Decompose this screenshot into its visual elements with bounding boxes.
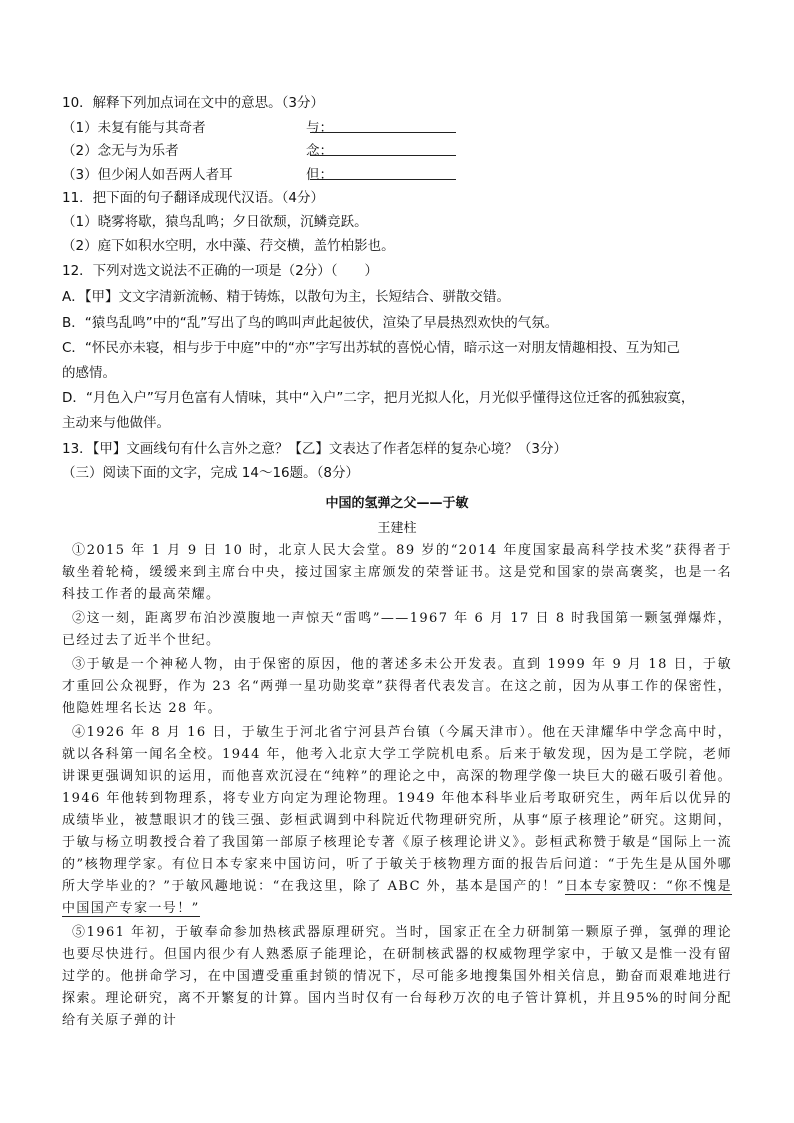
q10-stem: 10．解释下列加点词在文中的意思。（3分） xyxy=(62,95,325,111)
article-paragraph-4-quote: “在我这里，除了 ABC 外，基本是国产的！” xyxy=(272,879,565,894)
q12-option-c-line2: 的感情。 xyxy=(62,365,116,381)
q11-item-2: （2）庭下如积水空明，水中藻、荇交横，盖竹柏影也。 xyxy=(62,238,395,254)
q10-item-1 xyxy=(62,116,482,138)
q11-item-1: （1）晓雾将歇，猿鸟乱鸣；夕日欲颓，沉鳞竞跃。 xyxy=(62,214,368,230)
underlined-sentence: 日本专家赞叹：“你不愧是中国国产专家一号！” xyxy=(62,879,732,916)
article-paragraph-3: ③于敏是一个神秘人物，由于保密的原因，他的著述多未公开发表。直到 1999 年 9 月 18 日，于敏才重回公众视野，作为 23 名“两弹一星功勋奖章”获得者代表发言。在这之前，因为从事工作的保密性，他隐姓埋名长达 28 年。 xyxy=(62,657,732,716)
q10-item-1-sentence: （1）未复有能与其奇者 xyxy=(62,120,206,136)
article-paragraph-1: ①2015 年 1 月 9 日 10 时，北京人民大会堂。89 岁的“2014 年度国家最高科学技术奖”获得者于敏坐着轮椅，缓缓来到主席台中央，接过国家主席颁发的荣誉证书。这是党和国家的崇高褒奖，也是一名科技工作者的最高荣耀。 xyxy=(62,543,732,602)
section-3-heading: （三）阅读下面的文字，完成 14～16题。（8分） xyxy=(62,465,359,481)
q13-stem: 13．【甲】文画线句有什么言外之意？【乙】文表达了作者怎样的复杂心境？（3分） xyxy=(62,441,568,457)
q12-option-b: B．“猿鸟乱鸣”中的“乱”写出了鸟的鸣叫声此起彼伏，渲染了早晨热烈欢快的气氛。 xyxy=(62,315,559,331)
article-body xyxy=(62,540,732,1034)
q11-stem: 11．把下面的句子翻译成现代汉语。（4分） xyxy=(62,190,325,206)
q10-item-3-blank[interactable] xyxy=(310,179,456,180)
article-paragraph-5: ⑤1961 年初，于敏奉命参加热核武器原理研究。当时，国家正在全力研制第一颗原子弹，氢弹的理论也要尽快进行。但国内很少有人熟悉原子能理论，在研制核武器的权威物理学家中，于敏又是惟一没有留过学的。他拼命学习，在中国遭受重重封锁的情况下，尽可能多地搜集国外相关信息，勤奋而艰难地进行探索。理论研究，离不开繁复的计算。国内当时仅有一台每秒万次的电子管计算机，并且95%的时间分配给有关原子弹的计 xyxy=(62,925,732,1028)
q10-item-1-blank[interactable] xyxy=(310,132,456,133)
article-paragraph-4-text: ④1926 年 8 月 16 日，于敏生于河北省宁河县芦台镇（今属天津市）。他在天津耀华中学念高中时，就以各科第一闻名全校。1944 年，他考入北京大学工学院机电系。后来于敏发现，因为是工学院，老师讲课更强调知识的运用，而他喜欢沉浸在“纯粹”的理论之中，高深的物理学像一块巨大的磁石吸引着他。1946 年他转到物理系，将专业方向定为理论物理。1949 年他本科毕业后考取研究生，两年后以优异的成绩毕业，被慧眼识才的钱三强、彭桓武调到中科院近代物理研究所，从事“原子核理论”研究。这期间，于敏与杨立明教授合着了我国第一部原子核理论专著《原子核理论讲义》。彭桓武称赞于敏是“国际上一流的”核物理学家。有位日本专家来中国访问，听了于敏关于核物理方面的报告后问道：“于先生是从国外哪所大学毕业的？”于敏风趣地说： xyxy=(62,725,732,894)
q10-item-3-sentence: （3）但少闲人如吾两人者耳 xyxy=(62,167,233,183)
q12-option-c-line1: C．“怀民亦未寝，相与步于中庭”中的“亦”字写出苏轼的喜悦心情，暗示这一对朋友情趣相投、互为知己 xyxy=(62,340,680,356)
q12-stem: 12．下列对选文说法不正确的一项是（2分）（ ） xyxy=(62,263,379,279)
q12-option-d-line1: D．“月色入户”写月色富有人情味，其中“入户”二字，把月光拟人化，月光似乎懂得这位迁客的孤独寂寞， xyxy=(62,390,695,406)
q12-option-a: A．【甲】文文字清新流畅、精于铸炼，以散句为主，长短结合、骈散交错。 xyxy=(62,289,510,305)
q10-item-2 xyxy=(62,139,482,161)
q12-option-d-line2: 主动来与他做伴。 xyxy=(62,415,170,431)
q10-item-2-sentence: （2）念无与为乐者 xyxy=(62,143,179,159)
article-title: 中国的氢弹之父——于敏 xyxy=(325,496,469,511)
q10-item-2-blank[interactable] xyxy=(310,155,456,156)
article-author: 王建柱 xyxy=(377,521,417,536)
article-paragraph-4 xyxy=(62,722,732,920)
q10-item-3 xyxy=(62,163,482,185)
q10-item-3-word: 但： xyxy=(306,167,333,183)
q10-item-2-word: 念： xyxy=(306,143,333,159)
article-paragraph-2: ②这一刻，距离罗布泊沙漠腹地一声惊天“雷鸣”——1967 年 6 月 17 日 8 时我国第一颗氢弹爆炸，已经过去了近半个世纪。 xyxy=(62,611,732,648)
q10-item-1-word: 与： xyxy=(306,120,333,136)
